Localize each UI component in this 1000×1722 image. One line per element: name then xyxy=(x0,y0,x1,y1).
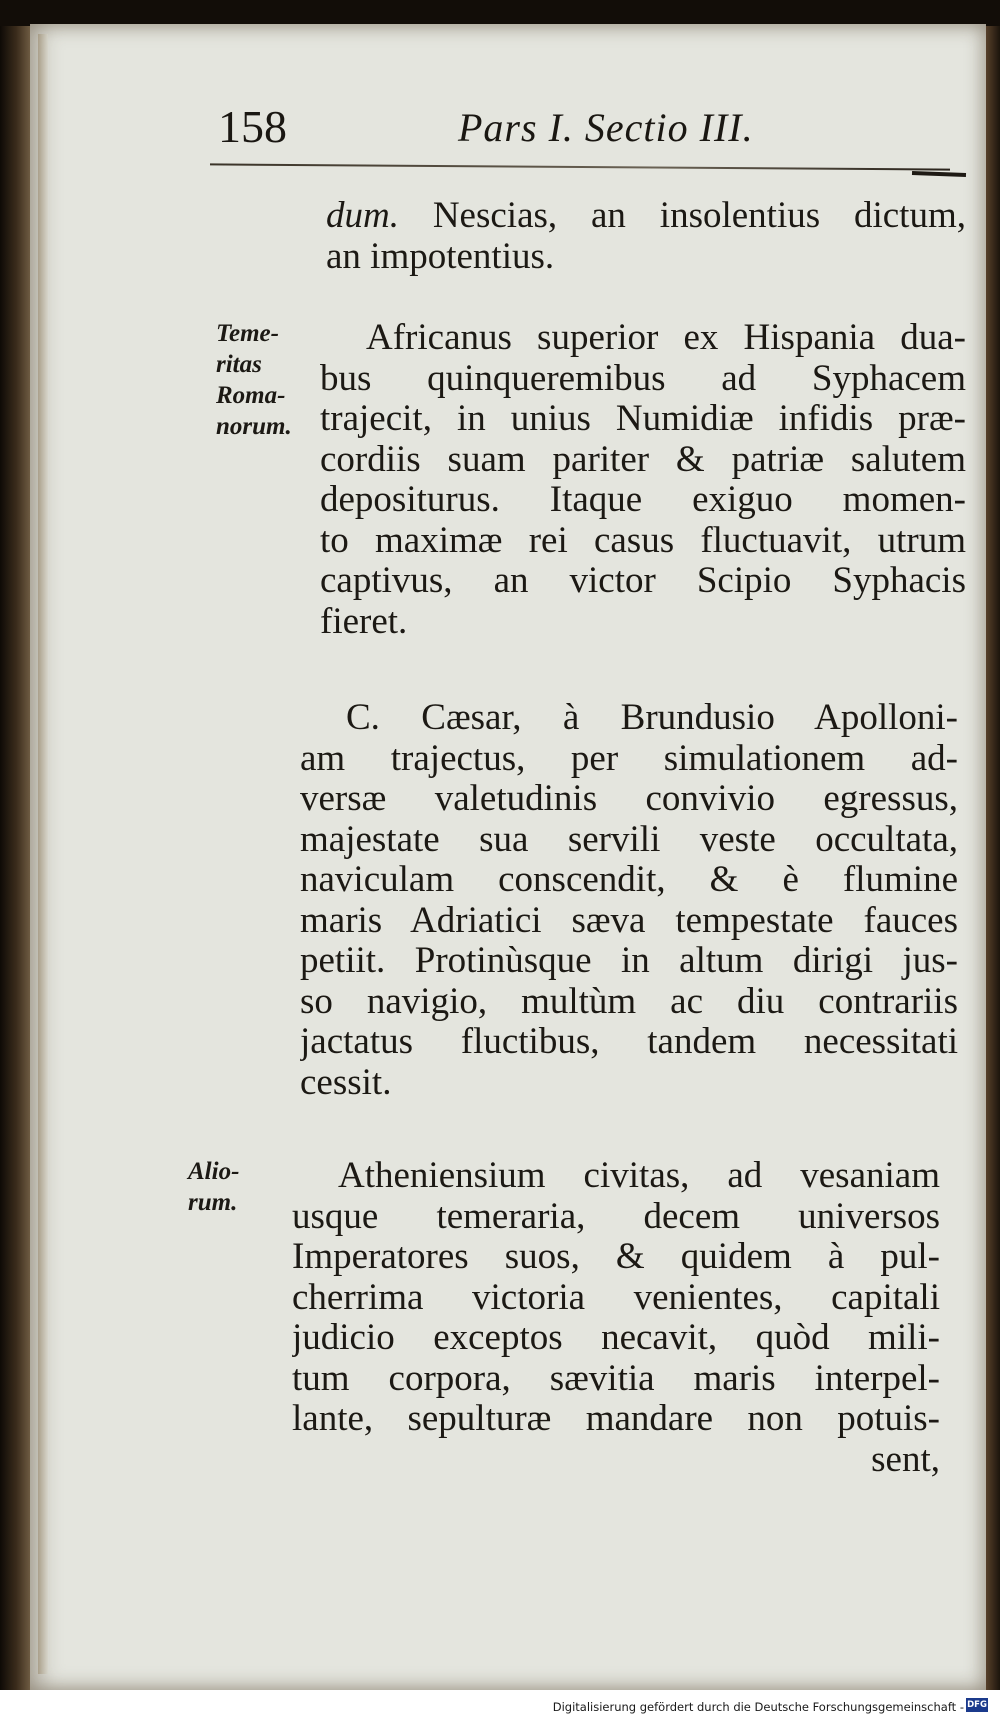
marginal-line: norum. xyxy=(216,413,292,440)
marginal-line: ritas xyxy=(216,351,262,378)
text-line: versæ valetudinis convivio egressus, xyxy=(300,779,958,819)
book-spine-left xyxy=(0,0,30,1722)
paragraph-1 xyxy=(326,196,966,277)
dfg-logo: DFG xyxy=(967,1700,987,1710)
paragraph-4 xyxy=(292,1156,940,1480)
text-line: petiit. Protinùsque in altum dirigi jus- xyxy=(300,941,958,981)
marginal-line: Teme- xyxy=(216,320,279,347)
text-line: am trajectus, per simulationem ad- xyxy=(300,738,958,779)
text-line: usque temeraria, decem universos xyxy=(292,1196,940,1237)
text-line: maris Adriatici sæva tempestate fauces xyxy=(300,900,958,941)
marginal-line: Alio- xyxy=(188,1158,240,1185)
text-line: tum corpora, sævitia maris interpel- xyxy=(292,1358,940,1399)
digitization-credit: Digitalisierung gefördert durch die Deutsche Forschungsgemeinschaft - xyxy=(552,1700,964,1714)
text-line: naviculam conscendit, & è flumine xyxy=(300,860,958,900)
text-line: cessit. xyxy=(300,1061,392,1103)
text-line: depositurus. Itaque exiguo momen- xyxy=(320,480,966,520)
marginal-line: rum. xyxy=(188,1189,238,1216)
text-line: bus quinqueremibus ad Syphacem xyxy=(320,358,966,399)
marginal-note-1 xyxy=(216,318,326,442)
text-line: C. Cæsar, à Brundusio Apolloni- xyxy=(346,698,958,738)
text-line: dum. Nescias, an insolentius dictum, xyxy=(326,196,966,236)
text-line: Atheniensium civitas, ad vesaniam xyxy=(338,1156,940,1196)
marginal-line: Roma- xyxy=(216,382,286,409)
top-shadow xyxy=(0,0,1000,26)
text-line: majestate sua servili veste occultata, xyxy=(300,819,958,860)
running-title: Pars I. Sectio III. xyxy=(458,105,754,150)
paragraph-3 xyxy=(300,698,958,1103)
text-line: cherrima victoria venientes, capitali xyxy=(292,1277,940,1318)
text-line: an impotentius. xyxy=(326,235,555,277)
running-head xyxy=(190,78,960,168)
text-line: lante, sepulturæ mandare non potuis- xyxy=(292,1399,940,1439)
text-line: Africanus superior ex Hispania dua- xyxy=(366,318,966,358)
marginal-note-2 xyxy=(188,1156,288,1218)
text-line: fieret. xyxy=(320,600,408,642)
text-line: to maximæ rei casus fluctuavit, utrum xyxy=(320,520,966,561)
book-edge-right xyxy=(986,0,1000,1722)
text-line: sent, xyxy=(871,1438,940,1480)
text-line: trajecit, in unius Numidiæ infidis præ- xyxy=(320,399,966,439)
italic-word: dum. xyxy=(326,196,399,236)
text-line: cordiis suam pariter & patriæ salutem xyxy=(320,439,966,480)
page-number: 158 xyxy=(218,101,287,152)
text-line: so navigio, multùm ac diu contrariis xyxy=(300,981,958,1022)
text-line: judicio exceptos necavit, quòd mili- xyxy=(292,1318,940,1358)
page-gutter xyxy=(38,34,48,1674)
text-line: Imperatores suos, & quidem à pul- xyxy=(292,1237,940,1277)
paragraph-2 xyxy=(320,318,966,642)
text-line: captivus, an victor Scipio Syphacis xyxy=(320,561,966,601)
text-line: jactatus fluctibus, tandem necessitati xyxy=(300,1022,958,1062)
